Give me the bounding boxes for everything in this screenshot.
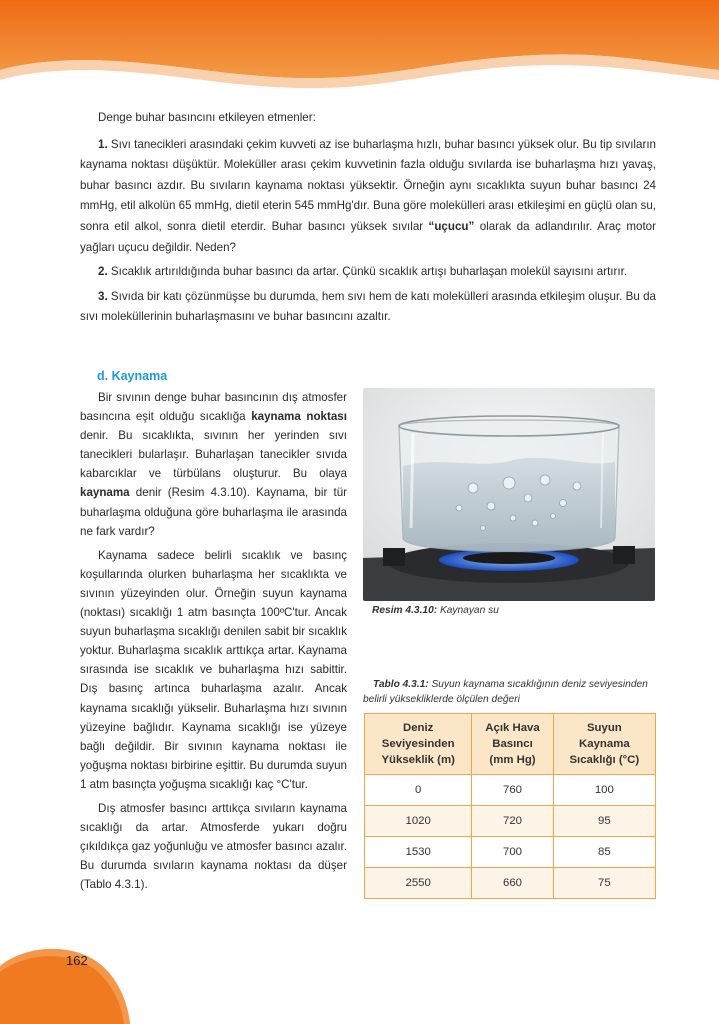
section-body (80, 388, 347, 899)
boiling-water-photo (363, 388, 655, 601)
header-line: Yükseklik (m) (381, 754, 455, 766)
term-boiling-point: kaynama noktası (251, 410, 347, 424)
cell-temperature: 85 (553, 837, 655, 868)
boiling-point-table (364, 713, 656, 899)
intro-item-2 (80, 262, 656, 283)
paragraph-2: Kaynama sadece belirli sıcaklık ve basınç koşullarında olurken buharlaşma her sıcaklıkta ve sıvının yüzeyinden olur. Örneğin suyun kaynama (noktası) sıcaklığı 1 atm basınçta 100ºC'tur. Ancak suyun buharlaşma sıcaklığı denilen sabit bir sıcaklık yoktur. Buharlaşma sıcaklık arttıkça artar. Kaynama sırasında ise sıcaklık ve buharlaşma hızı sabittir. Dış basınç artınca buharlaşma azalır. Ancak kaynama sıcaklığı yükselir. Buharlaşma hızı sıvının yüzeyine bağlıdır. Kaynama sıcaklığı ise yüzeye bağlı değildir. Bir sıvının kaynama noktası ile yoğuşma noktası birbirine eşittir. Bu durumda suyun 1 atm basınçta yoğuşma sıcaklığı kaç °C'tur. (80, 548, 347, 791)
text-run: Bir sıvının denge buhar basıncının dış atmosfer basıncına eşit olduğu sıcaklığa (80, 391, 347, 424)
header-line: Seviyesinden (381, 738, 455, 750)
paragraph-1 (80, 388, 347, 541)
text-run: denir (Resim 4.3.10). Kaynama, bir tür buharlaşma olduğuna göre buharlaşma ile arasında ne fark vardır? (80, 486, 347, 538)
cell-pressure: 760 (472, 775, 553, 806)
column-header-boiling-temp (553, 714, 655, 775)
intro-heading: Denge buhar basıncını etkileyen etmenler: (98, 111, 316, 124)
table-row (365, 868, 656, 899)
cell-temperature: 100 (553, 775, 655, 806)
page-corner-decoration (0, 934, 140, 1024)
term-boiling: kaynama (80, 486, 130, 500)
column-header-pressure (472, 714, 553, 775)
cell-altitude: 1020 (365, 806, 472, 837)
cell-pressure: 660 (472, 868, 553, 899)
intro-item-1 (80, 135, 656, 259)
cell-altitude: 0 (365, 775, 472, 806)
cell-pressure: 700 (472, 837, 553, 868)
intro-item-text: Sıvıda bir katı çözünmüşse bu durumda, hem sıvı hem de katı molekülleri arasında etkileşim oluşur. Bu da sıvı moleküllerinin buharlaşmasını ve buhar basıncını azaltır. (80, 289, 656, 324)
header-line: Deniz (402, 722, 434, 734)
header-line: Suyun (586, 722, 622, 734)
intro-section (80, 108, 656, 332)
intro-item-number: 3. (98, 289, 108, 303)
cell-pressure: 720 (472, 806, 553, 837)
photo-caption-text: Kaynayan su (437, 605, 499, 616)
table-caption (363, 678, 657, 707)
cell-altitude: 2550 (365, 868, 472, 899)
cell-temperature: 75 (553, 868, 655, 899)
intro-item-text: Sıcaklık artırıldığında buhar basıncı da artar. Çünkü sıcaklık artışı buharlaşan molekül sayısını artırır. (107, 265, 628, 279)
intro-item-text: olarak da adlandırılır. Araç motor yağları uçucu değildir. Neden? (80, 219, 656, 254)
cell-altitude: 1530 (365, 837, 472, 868)
header-line: Basıncı (492, 738, 533, 750)
intro-item-bold: “uçucu” (428, 219, 475, 233)
intro-item-number: 2. (98, 265, 108, 279)
table-caption-text: Suyun kaynama sıcaklığının deniz seviyesinden belirli yüksekliklerde ölçülen değeri (363, 679, 648, 705)
top-banner (0, 0, 719, 95)
table-caption-label: Tablo 4.3.1: (373, 679, 429, 690)
header-line: (mm Hg) (489, 754, 536, 766)
page-number: 162 (66, 953, 88, 968)
table-header-row (365, 714, 656, 775)
photo-caption-label: Resim 4.3.10: (372, 605, 438, 616)
section-title: d. Kaynama (97, 369, 168, 383)
header-line: Sıcaklığı (°C) (569, 754, 640, 766)
column-header-altitude (365, 714, 472, 775)
header-line: Açık Hava (485, 722, 540, 734)
table-row (365, 775, 656, 806)
photo-caption (372, 605, 499, 616)
table-row (365, 806, 656, 837)
header-line: Kaynama (579, 738, 630, 750)
text-run: denir. Bu sıcaklıkta, sıvının her yerinden sıvı tanecikleri bularlaşır. Buharlaşan tanecikler sıvıda kabarcıklar ve türbülans oluşturur. Bu olaya (80, 429, 347, 481)
paragraph-3: Dış atmosfer basıncı arttıkça sıvıların kaynama sıcaklığı da artar. Atmosferde yukarı doğru çıkıldıkça gaz yoğunluğu ve atmosfer basıncı azalır. Bu durumda sıvıların kaynama noktası da düşer (Tablo 4.3.1). (80, 801, 347, 892)
table-row (365, 837, 656, 868)
cell-temperature: 95 (553, 806, 655, 837)
intro-item-number: 1. (98, 137, 108, 151)
intro-item-3 (80, 287, 656, 328)
intro-item-text: Sıvı tanecikleri arasındaki çekim kuvveti az ise buharlaşma hızlı, buhar basıncı yüksek olur. Bu tip sıvıların kaynama noktası düşüktür. Moleküller arası çekim kuvvetinin fazla olduğu sıvılarda ise buharlaşma hızı yavaş, buhar basıncı azdır. Bu sıvıların kaynama noktası yüksektir. Örneğin aynı sıcaklıkta suyun buhar basıncı 24 mmHg, etil alkolün 65 mmHg, dietil eterin 545 mmHg'dır. Buna göre molekülleri arası etkileşimi en güçlü olan su, sonra etil alkol, sonra dietil eterdir. Buhar basıncı yüksek sıvılar (80, 137, 656, 233)
